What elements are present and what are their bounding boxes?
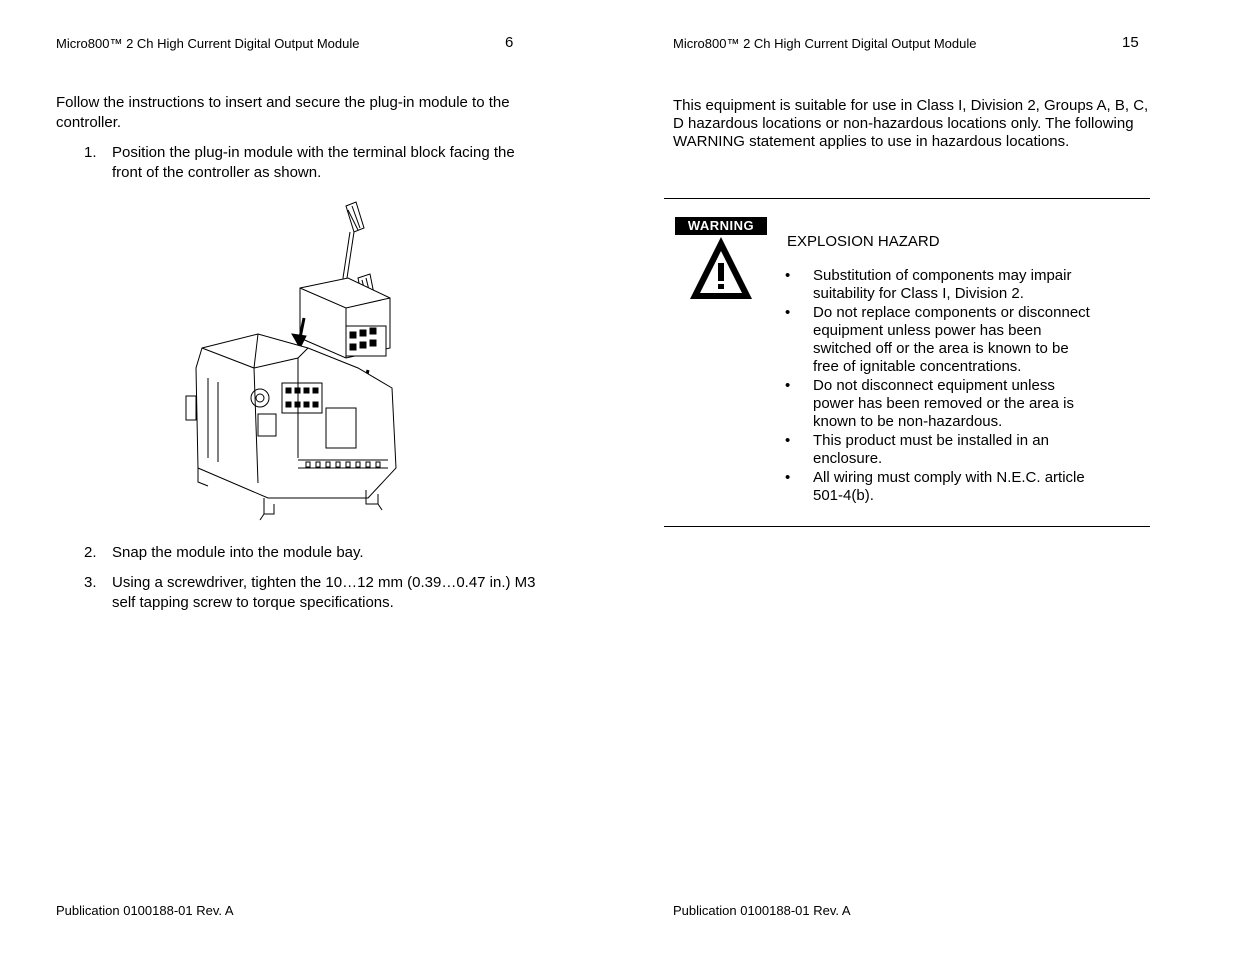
divider-bottom: [664, 526, 1150, 527]
list-item: • Do not replace components or disconnect equipment unless power has been switched off or the area is known to be free of ignitable concentrations.: [785, 304, 1090, 375]
page-number: 15: [1122, 34, 1139, 51]
step-text: [112, 143, 515, 183]
step-1: [84, 143, 564, 185]
step-line: Snap the module into the module bay.: [112, 544, 364, 561]
step-line: self tapping screw to torque specifications.: [112, 594, 394, 611]
step-text: [112, 543, 364, 563]
left-page: [0, 0, 617, 954]
step-2: [84, 543, 564, 565]
step-number: 2.: [84, 544, 97, 561]
warning-triangle-icon: [688, 235, 754, 303]
header-title: Micro800™ 2 Ch High Current Digital Output Module: [56, 36, 360, 51]
hazard-list: [785, 267, 1153, 506]
footer-publication: Publication 0100188-01 Rev. A: [673, 903, 851, 918]
hazard-title: EXPLOSION HAZARD: [787, 233, 940, 250]
list-item: • Do not disconnect equipment unless power has been removed or the area is known to be non-hazardous.: [785, 377, 1074, 430]
list-item: • Substitution of components may impair suitability for Class I, Division 2.: [785, 267, 1072, 302]
warning-badge: WARNING: [675, 217, 767, 235]
intro-line: WARNING statement applies to use in hazardous locations.: [673, 133, 1070, 150]
footer-publication: Publication 0100188-01 Rev. A: [56, 903, 234, 918]
intro-line: Follow the instructions to insert and secure the plug-in module to the: [56, 94, 510, 111]
intro-line: D hazardous locations or non-hazardous locations only. The following: [673, 115, 1134, 132]
step-line: Position the plug-in module with the terminal block facing the: [112, 144, 515, 161]
divider-top: [664, 198, 1150, 199]
step-3: [84, 573, 584, 615]
list-item: • This product must be installed in an enclosure.: [785, 432, 1049, 467]
step-number: 1.: [84, 144, 97, 161]
right-page: [617, 0, 1235, 954]
list-item: • All wiring must comply with N.E.C. article 501-4(b).: [785, 469, 1085, 504]
plug-in-module-installation-illustration: [178, 198, 404, 528]
intro-line: This equipment is suitable for use in Class I, Division 2, Groups A, B, C,: [673, 97, 1149, 114]
intro-paragraph: [673, 97, 1148, 151]
step-line: Using a screwdriver, tighten the 10…12 mm (0.39…0.47 in.) M3: [112, 574, 536, 591]
intro-line: controller.: [56, 114, 122, 131]
intro-paragraph: [56, 93, 510, 133]
step-text: [112, 573, 536, 613]
step-number: 3.: [84, 574, 97, 591]
page-number: 6: [505, 34, 514, 51]
step-line: front of the controller as shown.: [112, 164, 322, 181]
header-title: Micro800™ 2 Ch High Current Digital Output Module: [673, 36, 977, 51]
